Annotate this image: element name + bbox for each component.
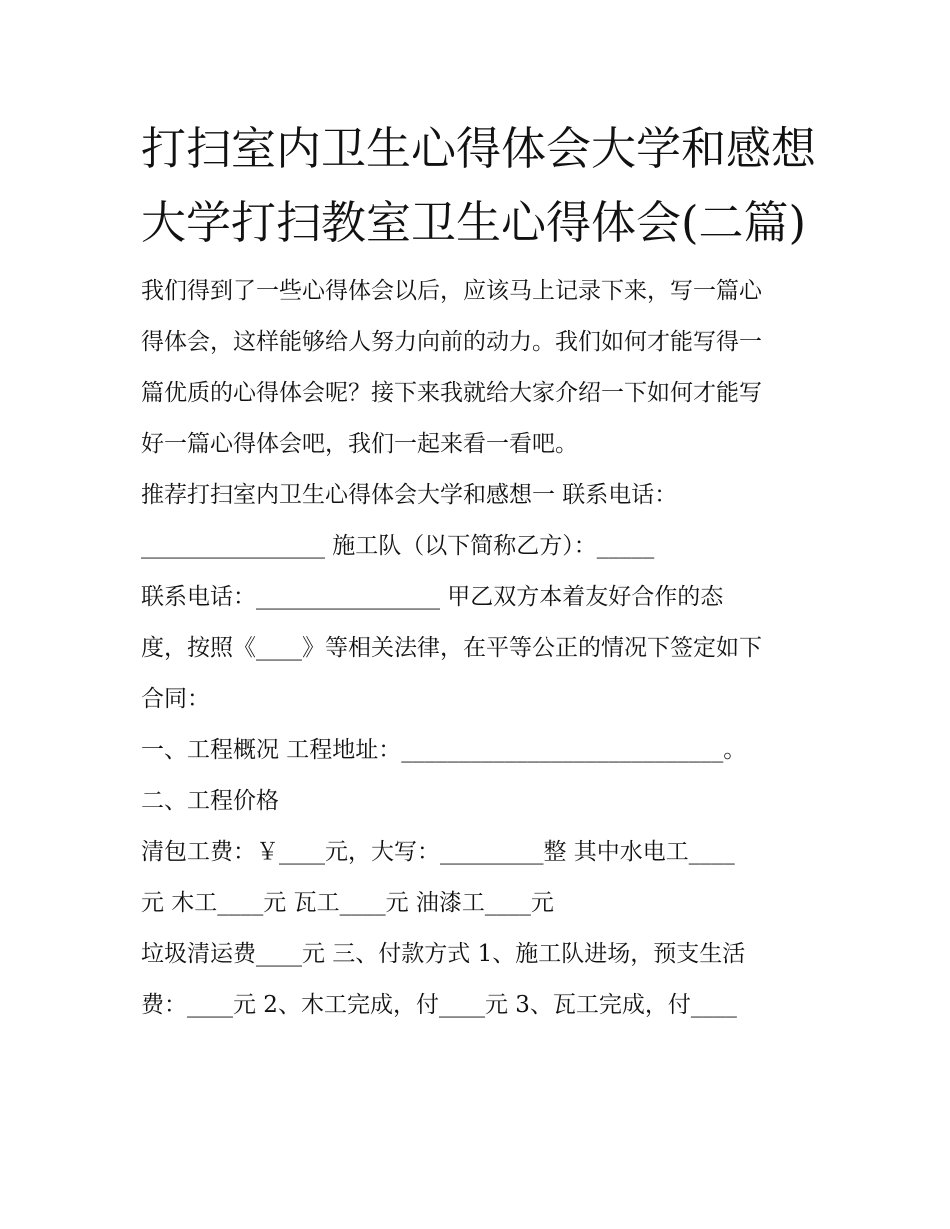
paragraph-line: 元 木工____元 瓦工____元 油漆工____元 [141, 890, 554, 916]
document-body [141, 266, 821, 1031]
paragraph-line: 清包工费：￥____元，大写：_________整 其中水电工____ [141, 839, 735, 865]
paragraph-line: 垃圾清运费____元 三、付款方式 1、施工队进场，预支生活 [141, 941, 746, 967]
paragraph-line: 篇优质的心得体会呢？接下来我就给大家介绍一下如何才能写 [141, 380, 762, 406]
paragraph-line: 得体会，这样能够给人努力向前的动力。我们如何才能写得一 [141, 329, 762, 355]
paragraph-line: 二、工程价格 [141, 788, 279, 814]
document-content [141, 112, 821, 1031]
paragraph-line: 一、工程概况 工程地址：____________________________。 [141, 737, 747, 763]
paragraph-line: ________________ 施工队（以下简称乙方）：_____ [141, 533, 655, 559]
paragraph-line: 合同： [141, 686, 210, 712]
paragraph-line: 费：____元 2、木工完成，付____元 3、瓦工完成，付____ [141, 992, 737, 1018]
paragraph-line: 联系电话：________________ 甲乙双方本着友好合作的态 [141, 584, 724, 610]
paragraph-line: 推荐打扫室内卫生心得体会大学和感想一 联系电话： [141, 482, 678, 508]
paragraph-line: 好一篇心得体会吧，我们一起来看一看吧。 [141, 431, 578, 457]
paragraph-line: 度，按照《____》等相关法律，在平等公正的情况下签定如下 [141, 635, 762, 661]
paragraph-line: 我们得到了一些心得体会以后，应该马上记录下来，写一篇心 [141, 278, 762, 304]
document-title: 打扫室内卫生心得体会大学和感想 大学打扫教室卫生心得体会(二篇) [141, 122, 817, 249]
